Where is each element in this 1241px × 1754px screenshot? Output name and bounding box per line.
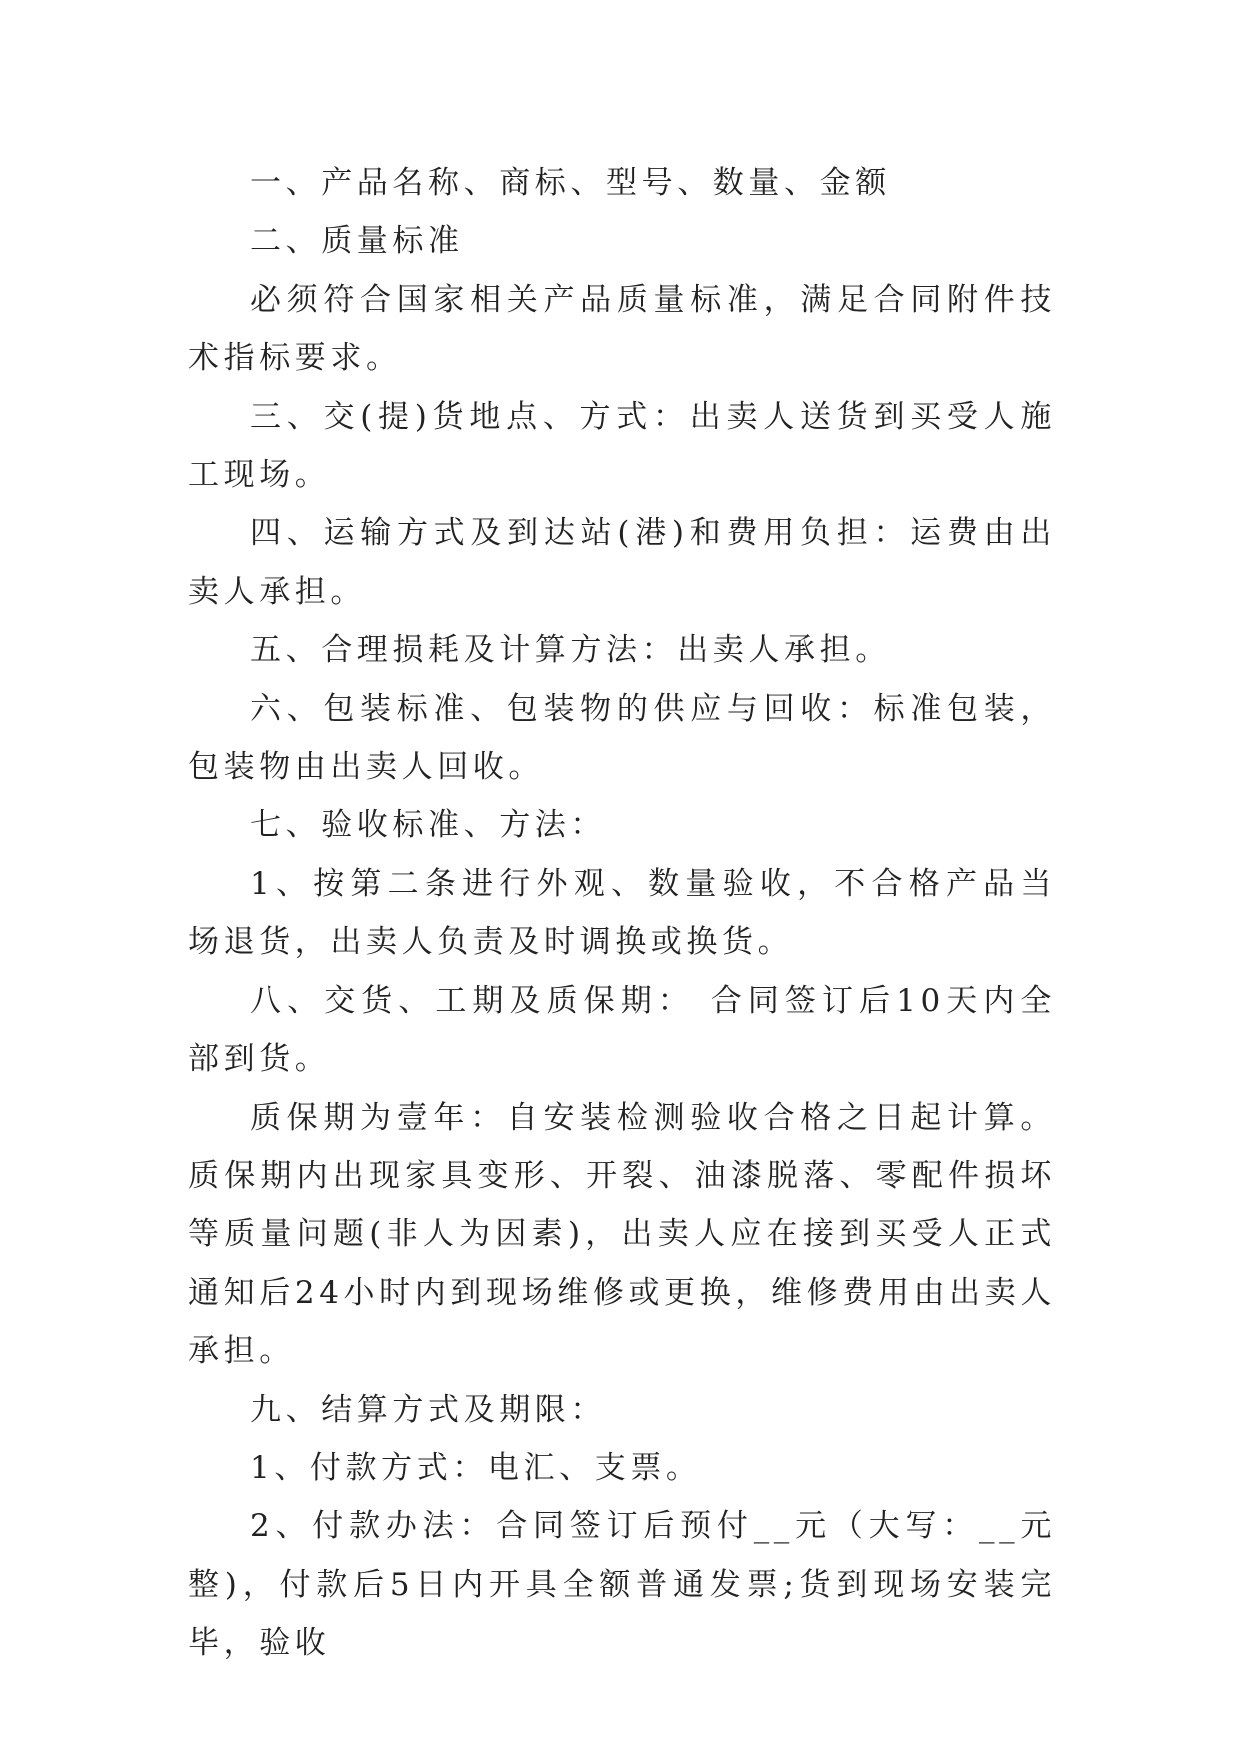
section-heading-settlement: 九、结算方式及期限： [250,1391,606,1428]
paragraph-delivery-location: 三、交(提)货地点、方式：出卖人送货到买受人施工现场。 [188,398,1056,494]
paragraph-acceptance-item-1: 1、按第二条进行外观、数量验收，不合格产品当场退货，出卖人负责及时调换或换货。 [188,865,1056,961]
paragraph-warranty: 质保期为壹年：自安装检测验收合格之日起计算。质保期内出现家具变形、开裂、油漆脱落、零配件损坏等质量问题(非人为因素)，出卖人应在接到买受人正式通知后24小时内到现场维修或更换，维修费用由出卖人承担。 [188,1099,1056,1370]
section-heading-acceptance: 七、验收标准、方法： [250,807,606,844]
section-heading-quality: 二、质量标准 [250,223,464,260]
paragraph-delivery-period: 八、交货、工期及质保期： 合同签订后10天内全部到货。 [188,982,1056,1078]
paragraph-transport: 四、运输方式及到达站(港)和费用负担：运费由出卖人承担。 [188,515,1056,610]
paragraph-payment-method: 1、付款方式：电汇、支票。 [250,1449,702,1486]
section-heading-product: 一、产品名称、商标、型号、数量、金额 [250,165,891,201]
paragraph-packaging: 六、包装标准、包装物的供应与回收：标准包装，包装物由出卖人回收。 [188,690,1056,786]
paragraph-quality-standard: 必须符合国家相关产品质量标准，满足合同附件技术指标要求。 [188,281,1056,377]
paragraph-payment-terms: 2、付款办法：合同签订后预付__元（大写：__元整)，付款后5日内开具全额普通发票;货到现场安装完毕，验收 [188,1508,1056,1662]
document-body [188,154,1056,1673]
paragraph-loss: 五、合理损耗及计算方法：出卖人承担。 [250,632,891,669]
